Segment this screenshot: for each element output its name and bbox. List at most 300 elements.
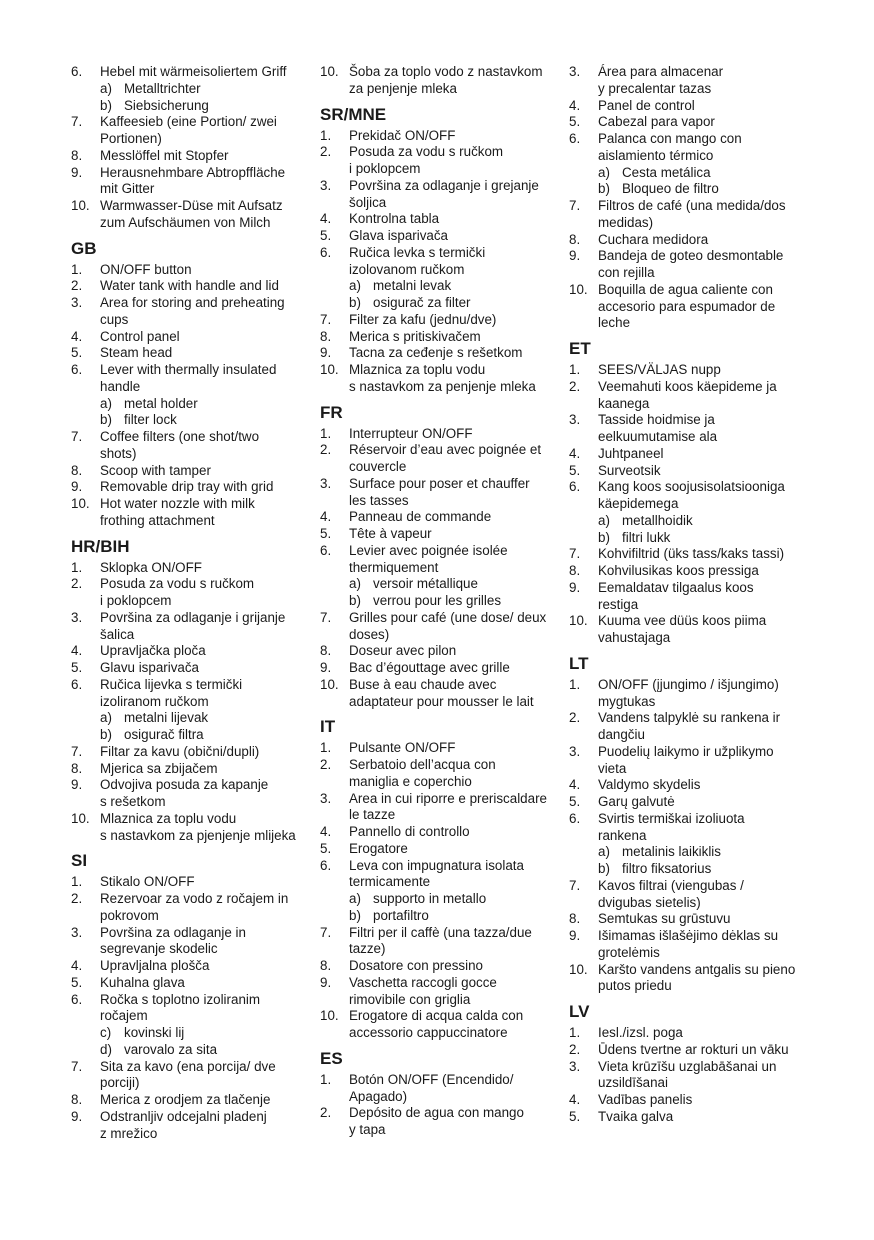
list-item (320, 740, 560, 757)
item-text: Upravljačka ploča (100, 643, 206, 659)
item-text: Mjerica sa zbijačem (100, 760, 218, 776)
sub-item-letter: a) (598, 164, 610, 180)
item-number: 1. (320, 127, 332, 143)
parts-list (320, 64, 560, 98)
list-item (320, 476, 560, 510)
list-item (569, 114, 809, 131)
item-text: Area in cui riporre e preriscaldare le tazze (349, 790, 547, 823)
item-text: Panel de control (598, 97, 695, 113)
language-heading: SR/MNE (320, 104, 387, 124)
item-text: Filtri per il caffè (una tazza/due tazze) (349, 924, 532, 957)
item-number: 8. (71, 760, 83, 776)
sub-item (71, 1025, 311, 1042)
list-item (320, 1072, 560, 1106)
item-number: 8. (569, 563, 581, 578)
item-text: Kohvifiltrid (üks tass/kaks tassi) (598, 546, 785, 562)
item-text: Mlaznica za toplu vodu s nastavkom za penjenje mleka (349, 362, 536, 394)
item-number: 3. (569, 412, 581, 428)
language-heading: SI (71, 851, 88, 871)
item-number: 7. (71, 114, 83, 130)
item-text: Kuhalna glava (100, 974, 185, 990)
list-item (320, 858, 560, 892)
list-item (320, 426, 560, 443)
sub-item-letter: b) (598, 861, 610, 876)
sub-item-text: Bloqueo de filtro (622, 181, 719, 197)
item-number: 10. (569, 281, 588, 297)
list-item (320, 178, 560, 212)
list-item (569, 677, 809, 711)
sub-item (71, 1042, 311, 1059)
item-text: Surface pour poser et chauffer les tasses (349, 475, 530, 508)
sub-item-letter: b) (349, 907, 361, 923)
sub-item (569, 861, 809, 878)
list-item (569, 1109, 809, 1126)
item-number: 4. (320, 824, 332, 839)
list-item (320, 975, 560, 1009)
item-number: 1. (320, 425, 332, 441)
item-number: 9. (569, 248, 581, 264)
item-text: Messlöffel mit Stopfer (100, 147, 229, 163)
list-item (569, 98, 809, 115)
sub-item-letter: b) (100, 97, 112, 113)
sub-item-text: varovalo za sita (124, 1041, 218, 1057)
item-text: Panneau de commande (349, 509, 492, 525)
item-number: 10. (569, 613, 588, 629)
item-number: 3. (569, 743, 581, 759)
item-number: 8. (71, 147, 83, 163)
sub-item (320, 593, 560, 610)
item-number: 6. (71, 64, 83, 79)
list-item (569, 1042, 809, 1059)
item-text: Coffee filters (one shot/two shots) (100, 429, 260, 461)
item-number: 3. (71, 924, 83, 940)
sub-item (569, 165, 809, 182)
sub-item-letter: b) (100, 727, 112, 742)
manual-page (0, 64, 874, 1214)
list-item (71, 660, 311, 677)
language-heading: LV (569, 1002, 590, 1021)
item-number: 6. (71, 362, 83, 377)
item-number: 7. (320, 311, 332, 327)
list-item (71, 148, 311, 165)
sub-item-text: osigurač za filter (373, 295, 471, 310)
list-item (569, 580, 809, 614)
list-item (569, 362, 809, 379)
list-item (71, 1109, 311, 1143)
item-text: Kontrolna tabla (349, 211, 440, 227)
parts-list (320, 426, 560, 711)
list-item (71, 278, 311, 295)
list-item (320, 509, 560, 526)
item-text: Vieta krūzīšu uzglabāšanai un uzsildīšanai (598, 1058, 777, 1091)
item-number: 9. (71, 1108, 83, 1124)
item-number: 5. (569, 1108, 581, 1124)
item-text: Botón ON/OFF (Encendido/ Apagado) (349, 1071, 514, 1104)
sub-item (320, 576, 560, 593)
item-number: 5. (71, 345, 83, 361)
item-number: 3. (569, 1058, 581, 1074)
item-number: 6. (569, 131, 581, 146)
sub-item-text: verrou pour les grilles (373, 593, 502, 608)
item-text: Karšto vandens antgalis su pieno putos priedu (598, 961, 796, 994)
list-item (320, 345, 560, 362)
item-text: Hebel mit wärmeisoliertem Griff (100, 64, 287, 79)
item-text: Serbatoio dell’acqua con maniglia e coperchio (349, 757, 496, 789)
list-item (71, 811, 311, 845)
sub-item (71, 710, 311, 727)
sub-item-text: filtri lukk (622, 529, 671, 545)
item-text: ON/OFF button (100, 261, 192, 277)
item-text: Išimamas išlašėjimo dėklas su grotelėmis (598, 928, 779, 960)
item-number: 4. (569, 777, 581, 793)
item-number: 1. (569, 362, 581, 377)
sub-item (71, 98, 311, 115)
sub-item-letter: d) (100, 1041, 112, 1057)
item-text: Kuuma vee düüs koos piima vahustajaga (598, 613, 767, 645)
item-number: 6. (569, 810, 581, 826)
list-item (320, 925, 560, 959)
item-number: 10. (320, 676, 339, 692)
item-text: SEES/VÄLJAS nupp (598, 362, 721, 377)
list-item (320, 128, 560, 145)
parts-list (569, 677, 809, 995)
item-text: Grilles pour café (une dose/ deux doses) (349, 609, 547, 642)
list-item (71, 429, 311, 463)
item-text: Eemaldatav tilgaalus koos restiga (598, 579, 754, 612)
item-text: Palanca con mango con aislamiento térmico (598, 131, 742, 163)
list-item (320, 791, 560, 825)
item-text: Sita za kavo (ena porcija/ dve porciji) (100, 1058, 276, 1091)
language-heading: GB (71, 238, 97, 258)
item-text: Control panel (100, 328, 180, 344)
list-item (569, 131, 809, 165)
sub-item (320, 278, 560, 295)
item-number: 10. (320, 362, 339, 377)
sub-item-letter: b) (598, 529, 610, 545)
list-item (320, 362, 560, 396)
sub-item-text: Metalltrichter (124, 80, 201, 96)
list-item (569, 777, 809, 794)
sub-item-letter: a) (100, 80, 112, 96)
item-text: Veemahuti koos käepideme ja kaanega (598, 378, 777, 411)
list-item (71, 463, 311, 480)
list-item (71, 165, 311, 199)
sub-item-letter: b) (349, 295, 361, 310)
item-text: Pannello di controllo (349, 824, 470, 839)
sub-item (320, 891, 560, 908)
list-item (71, 114, 311, 148)
item-number: 10. (71, 810, 90, 826)
item-text: Leva con impugnatura isolata termicamente (349, 857, 524, 890)
list-item (71, 992, 311, 1026)
list-item (320, 1008, 560, 1042)
list-item (320, 1105, 560, 1139)
item-text: Površina za odlaganje i grejanje šoljica (349, 177, 539, 210)
list-item (320, 610, 560, 644)
item-number: 1. (71, 261, 83, 277)
item-number: 9. (71, 479, 83, 495)
item-number: 9. (320, 660, 332, 675)
sub-item-text: metalni levak (373, 278, 452, 294)
item-number: 2. (320, 1105, 332, 1121)
item-text: Surveotsik (598, 462, 661, 478)
sub-item-letter: a) (349, 278, 361, 294)
item-text: Površina za odlaganje in segrevanje skodelic (100, 924, 246, 957)
list-item (320, 643, 560, 660)
item-text: Réservoir d’eau avec poignée et couvercle (349, 442, 542, 474)
sub-item-letter: c) (100, 1025, 112, 1040)
item-text: Ručica lijevka s termički izoliranom ručkom (100, 676, 243, 709)
item-text: ON/OFF (įjungimo / išjungimo) mygtukas (598, 676, 779, 709)
item-number: 2. (569, 710, 581, 726)
list-item (71, 610, 311, 644)
list-item (71, 496, 311, 530)
item-number: 2. (71, 278, 83, 294)
parts-list (320, 740, 560, 1042)
list-item (320, 245, 560, 279)
sub-item-letter: a) (100, 395, 112, 411)
item-number: 10. (320, 1008, 339, 1024)
sub-item-letter: a) (100, 710, 112, 726)
list-item (569, 446, 809, 463)
list-item (569, 463, 809, 480)
item-number: 7. (71, 1058, 83, 1074)
list-item (71, 677, 311, 711)
list-item (320, 228, 560, 245)
item-text: Kaffeesieb (eine Portion/ zwei Portionen) (100, 114, 277, 146)
list-item (71, 891, 311, 925)
item-number: 1. (320, 1071, 332, 1087)
list-item (320, 677, 560, 711)
sub-item (71, 727, 311, 744)
item-number: 5. (320, 840, 332, 856)
column-3 (569, 64, 809, 1126)
item-number: 2. (320, 757, 332, 772)
list-item (569, 248, 809, 282)
list-item (71, 777, 311, 811)
item-text: Tête à vapeur (349, 526, 432, 541)
item-text: Warmwasser-Düse mit Aufsatz zum Aufschäumen von Milch (100, 198, 283, 230)
item-number: 5. (71, 974, 83, 990)
list-item (71, 64, 311, 81)
item-text: Posuda za vodu s ručkom i poklopcem (349, 144, 504, 176)
list-item (320, 329, 560, 346)
list-item (569, 232, 809, 249)
list-item (71, 198, 311, 232)
item-text: Upravljalna plošča (100, 958, 210, 973)
item-number: 7. (569, 546, 581, 562)
list-item (320, 211, 560, 228)
item-number: 3. (320, 475, 332, 491)
item-text: Bandeja de goteo desmontable con rejilla (598, 248, 784, 280)
sub-item-text: metallhoidik (622, 512, 693, 528)
item-text: Površina za odlaganje i grijanje šalica (100, 609, 286, 642)
item-number: 5. (569, 114, 581, 130)
item-text: Garų galvutė (598, 794, 675, 809)
list-item (320, 312, 560, 329)
item-number: 4. (71, 328, 83, 344)
item-text: Ručica levka s termički izolovanom ručkom (349, 244, 486, 277)
list-item (569, 1025, 809, 1042)
list-item (71, 329, 311, 346)
list-item (569, 928, 809, 962)
item-number: 4. (569, 1092, 581, 1107)
list-item (569, 198, 809, 232)
sub-item-text: Siebsicherung (124, 97, 209, 113)
item-number: 7. (569, 877, 581, 893)
list-item (71, 761, 311, 778)
item-number: 1. (71, 559, 83, 575)
language-heading: IT (320, 717, 336, 737)
item-number: 3. (569, 64, 581, 79)
item-text: Filtar za kavu (obični/dupli) (100, 743, 260, 759)
item-text: Water tank with handle and lid (100, 278, 279, 294)
list-item (569, 412, 809, 446)
sub-item-letter: a) (349, 576, 361, 592)
parts-list (71, 874, 311, 1142)
item-text: Vandens talpyklė su rankena ir dangčiu (598, 710, 781, 742)
list-item (569, 563, 809, 580)
item-text: Scoop with tamper (100, 462, 211, 478)
item-number: 7. (71, 743, 83, 759)
item-number: 6. (320, 542, 332, 558)
list-item (71, 958, 311, 975)
item-text: Merica z orodjem za tlačenje (100, 1092, 271, 1107)
list-item (71, 1092, 311, 1109)
item-number: 1. (569, 676, 581, 692)
list-item (569, 878, 809, 912)
list-item (320, 64, 560, 98)
item-text: Filtros de café (una medida/dos medidas) (598, 198, 786, 230)
item-number: 8. (71, 1092, 83, 1107)
list-item (71, 576, 311, 610)
item-text: Removable drip tray with grid (100, 479, 274, 495)
item-number: 2. (71, 576, 83, 592)
item-text: Odvojiva posuda za kapanje s rešetkom (100, 777, 269, 809)
item-text: Area for storing and preheating cups (100, 295, 285, 327)
list-item (71, 874, 311, 891)
item-number: 4. (71, 643, 83, 659)
sub-item-text: osigurač filtra (124, 727, 204, 742)
parts-list (71, 262, 311, 530)
sub-item (569, 513, 809, 530)
item-text: Tasside hoidmise ja eelkuumutamise ala (598, 412, 718, 444)
item-text: Ūdens tvertne ar rokturi un vāku (598, 1041, 789, 1057)
item-text: Rezervoar za vodo z ročajem in pokrovom (100, 891, 289, 923)
item-number: 9. (320, 974, 332, 990)
list-item (320, 958, 560, 975)
column-1 (71, 64, 311, 1142)
item-text: Posuda za vodu s ručkom i poklopcem (100, 576, 255, 608)
item-number: 5. (71, 660, 83, 675)
item-number: 5. (320, 228, 332, 243)
list-item (569, 744, 809, 778)
list-item (71, 362, 311, 396)
sub-item-text: metalni lijevak (124, 710, 209, 726)
list-item (569, 479, 809, 513)
item-text: Erogatore di acqua calda con accessorio cappuccinatore (349, 1008, 524, 1040)
item-number: 8. (569, 231, 581, 247)
list-item (320, 526, 560, 543)
list-item (320, 757, 560, 791)
item-text: Glava isparivača (349, 228, 448, 243)
sub-item (569, 844, 809, 861)
sub-item (320, 908, 560, 925)
sub-item-text: filter lock (124, 412, 177, 428)
item-number: 9. (569, 579, 581, 595)
item-number: 4. (569, 445, 581, 461)
item-text: Doseur avec pilon (349, 643, 457, 659)
item-text: Vaschetta raccogli gocce rimovibile con griglia (349, 974, 497, 1007)
item-number: 4. (569, 97, 581, 113)
parts-list (569, 1025, 809, 1126)
sub-item-letter: a) (598, 512, 610, 528)
item-text: Herausnehmbare Abtropffläche mit Gitter (100, 164, 286, 197)
item-number: 6. (320, 244, 332, 260)
item-number: 4. (320, 211, 332, 227)
item-number: 6. (71, 991, 83, 1007)
item-number: 6. (569, 479, 581, 495)
item-number: 7. (71, 429, 83, 444)
item-number: 3. (71, 609, 83, 625)
sub-item-letter: a) (598, 844, 610, 860)
sub-item (71, 81, 311, 98)
list-item (71, 925, 311, 959)
item-number: 9. (320, 345, 332, 361)
list-item (320, 144, 560, 178)
list-item (320, 442, 560, 476)
item-text: Šoba za toplo vodo z nastavkom za penjenje mleka (349, 64, 543, 96)
list-item (71, 295, 311, 329)
column-2 (320, 64, 560, 1139)
item-text: Svirtis termiškai izoliuota rankena (598, 810, 745, 843)
sub-item-text: metalinis laikiklis (622, 844, 721, 860)
sub-item (320, 295, 560, 312)
item-text: Filter za kafu (jednu/dve) (349, 311, 497, 327)
sub-item-letter: b) (100, 412, 112, 428)
sub-item (71, 412, 311, 429)
item-number: 5. (320, 526, 332, 541)
sub-item-letter: a) (349, 891, 361, 906)
sub-item-letter: b) (349, 593, 361, 608)
list-item (71, 560, 311, 577)
list-item (320, 660, 560, 677)
item-number: 4. (71, 958, 83, 973)
list-item (569, 962, 809, 996)
item-number: 8. (320, 958, 332, 973)
item-text: Pulsante ON/OFF (349, 740, 456, 756)
list-item (569, 613, 809, 647)
sub-item (569, 181, 809, 198)
language-heading: ES (320, 1048, 343, 1068)
item-number: 8. (320, 643, 332, 659)
item-text: Glavu isparivača (100, 660, 199, 675)
sub-item-text: supporto in metallo (373, 891, 487, 906)
item-number: 6. (320, 857, 332, 873)
list-item (569, 911, 809, 928)
sub-item (569, 530, 809, 547)
list-item (569, 811, 809, 845)
list-item (71, 345, 311, 362)
item-text: Tvaika galva (598, 1108, 674, 1124)
item-number: 7. (569, 198, 581, 213)
item-text: Semtukas su grūstuvu (598, 911, 731, 927)
item-text: Stikalo ON/OFF (100, 874, 195, 890)
parts-list (71, 64, 311, 232)
item-number: 8. (71, 462, 83, 478)
list-item (569, 379, 809, 413)
item-text: Levier avec poignée isolée thermiquement (349, 542, 508, 575)
